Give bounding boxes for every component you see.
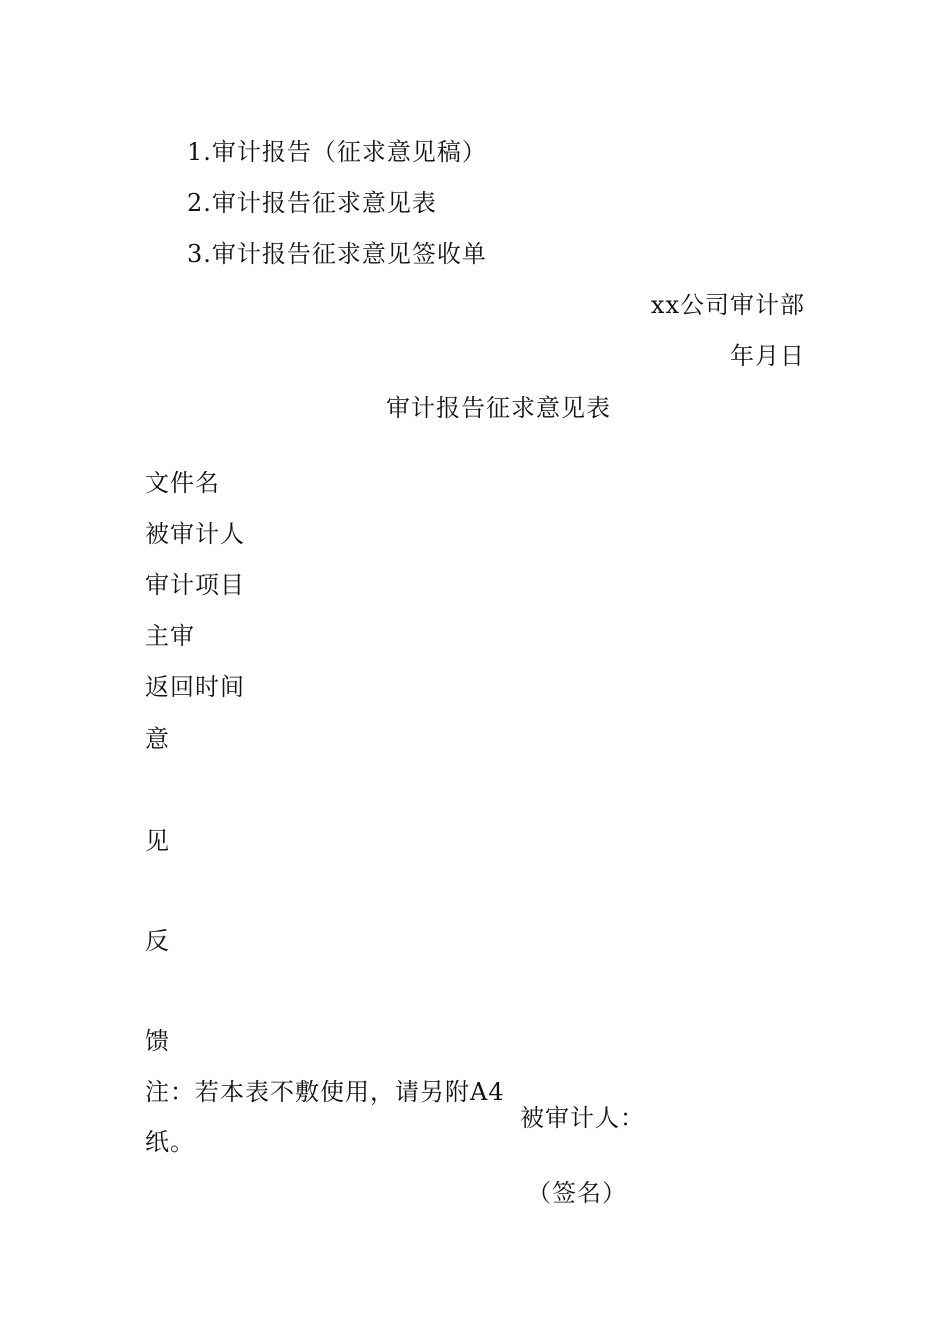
attachment-item-1: 1.审计报告（征求意见稿） [187, 138, 487, 166]
signature-date: 年月日 [730, 342, 805, 370]
department-signature: xx公司审计部 [650, 291, 805, 319]
feedback-char-1: 意 [145, 725, 170, 753]
field-audit-project: 审计项目 [145, 571, 245, 599]
feedback-char-3: 反 [145, 927, 170, 955]
attachment-item-3: 3.审计报告征求意见签收单 [187, 240, 487, 268]
note-line-1: 注：若本表不敷使用，请另附A4 [145, 1078, 505, 1106]
field-return-time: 返回时间 [145, 673, 245, 701]
field-lead-auditor: 主审 [145, 622, 195, 650]
feedback-char-4: 馈 [145, 1027, 170, 1055]
attachment-item-2: 2.审计报告征求意见表 [187, 189, 437, 217]
signature-label: （签名） [527, 1179, 627, 1207]
form-title: 审计报告征求意见表 [386, 394, 611, 422]
field-auditee: 被审计人 [145, 520, 245, 548]
note-line-2: 纸。 [145, 1128, 195, 1156]
field-file-name: 文件名 [145, 469, 220, 497]
auditee-signature-label: 被审计人： [520, 1104, 645, 1132]
feedback-char-2: 见 [145, 827, 170, 855]
